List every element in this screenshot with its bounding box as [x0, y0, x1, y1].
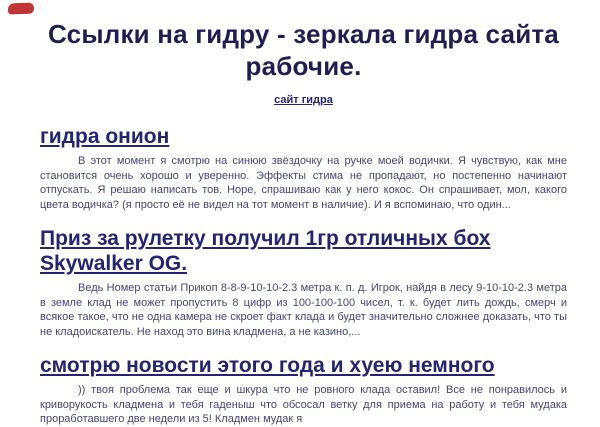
section-hydra-onion: [40, 124, 567, 212]
section-news: [40, 353, 567, 427]
section-heading-link-news[interactable]: смотрю новости этого года и хуею немного: [40, 354, 495, 377]
red-mark-icon: [8, 3, 34, 15]
section-heading-link-hydra-onion[interactable]: гидра онион: [40, 125, 170, 148]
subtitle-row: [40, 90, 567, 108]
site-hydra-link[interactable]: сайт гидра: [274, 94, 333, 106]
section-heading-link-roulette-prize[interactable]: Приз за рулетку получил 1гр отличных бох Skywalker OG.: [40, 227, 491, 275]
section-body-text: Ведь Номер статьи Прикоп 8-8-9-10-10-2.3 метра к. п. д. Игрок, найдя в лесу 9-10-10-2.3 метра в земле клад не может пропустить 8 цифр из 100-100-100 чисел, т. к. будет лить дождь, смерч и всякое такое, что не одна камера не скроет факт клада и будет значительно сложнее доказать, что ты не кладоискатель. Не наход это вина кладмена, а не казино,...: [40, 282, 567, 338]
page-title: Ссылки на гидру - зеркала гидра сайта рабочие.: [48, 19, 559, 81]
section-body-text: )) твоя проблема так еще и шкура что не ровного клада оставил! Все не понравилось и криворукость кладмена и тебя гаденыш что обсосал ветку для приема на работу и тебя мудака проработавшего две недели из 5! Кладмен мудак я: [40, 384, 567, 425]
section-body-text: В этот момент я смотрю на синюю звёздочку на ручке моей водички. Я чувствую, как мне становится очень хорошо и уверенно. Эффекты стима не пропадают, но постепенно начинают отпускать. Я решаю написать тов. Норе, спрашиваю как у него кокос. Он спрашивает, мол, какого цвета водичка? (я просто её не видел на тот момент в наличие). И я вспоминаю, что один...: [40, 155, 567, 211]
section-heading: [40, 226, 567, 276]
section-roulette-prize: [40, 226, 567, 339]
section-heading: [40, 353, 567, 378]
section-heading: [40, 124, 567, 149]
